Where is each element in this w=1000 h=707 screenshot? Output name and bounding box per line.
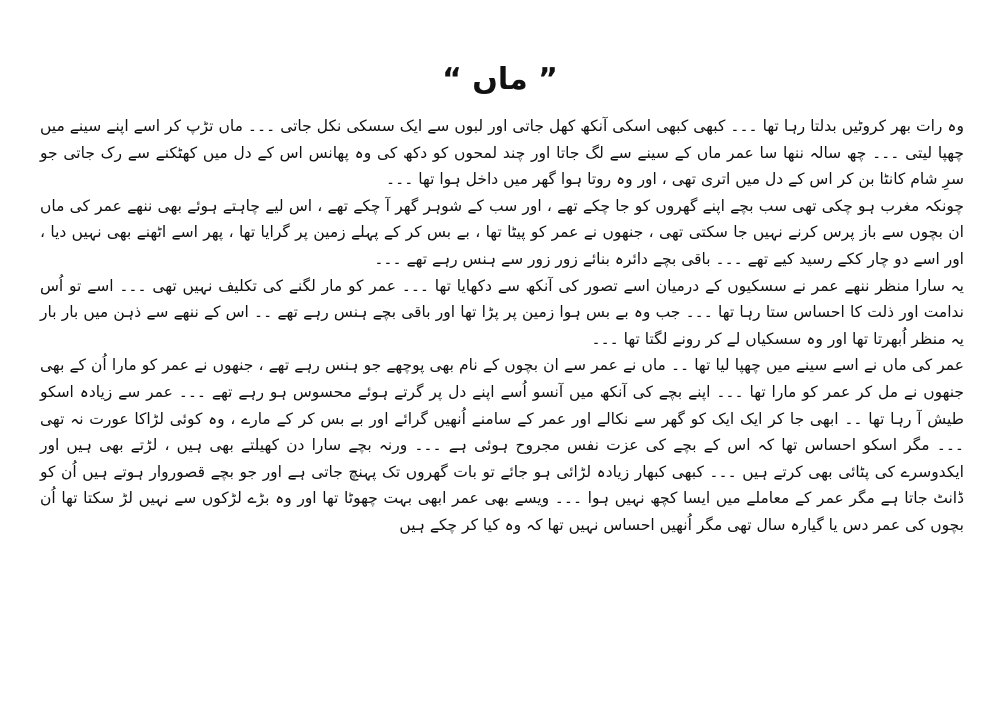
paragraph: یہ سارا منظر ننھے عمر نے سسکیوں کے درمیان اسے تصور کی آنکھ سے دکھایا تھا ۔۔۔ عمر کو مار لگنے کی تکلیف نہیں تھی ۔۔۔ اسے تو اُس ندامت اور ذلت کا احساس ستا رہا تھا ۔۔۔ جب وہ بے بس ہوا زمین پر پڑا تھا اور باقی بچے ہنس رہے تھے ۔۔ اس کے ننھے سے ذہن میں بار بار یہ منظر اُبھرتا تھا اور وہ سسکیاں لے کر رونے لگتا تھا ۔۔۔ xyxy=(40,276,964,348)
document-title: ” ماں “ xyxy=(442,62,558,97)
paragraph: وہ رات بھر کروٹیں بدلتا رہا تھا ۔۔۔ کبھی کبھی اسکی آنکھ کھل جاتی اور لبوں سے ایک سسکی نکل جاتی ۔۔۔ ماں تڑپ کر اسے اپنے سینے میں چھپا لیتی ۔۔۔ چھ سالہ ننھا سا عمر ماں کے سینے سے لگ جاتا اور چند لمحوں کو دکھ کی وہ پھانس اس کے دل میں کھٹکنے سے رک جاتی جو سرِ شام کانٹا بن کر اس کے دل میں اتری تھی ، اور وہ روتا ہوا گھر میں داخل ہوا تھا ۔۔۔ xyxy=(40,117,964,189)
document-body xyxy=(40,113,964,539)
paragraph: چونکہ مغرب ہو چکی تھی سب بچے اپنے گھروں کو جا چکے تھے ، اور سب کے شوہر گھر آ چکے تھے ، اس لیے چاہتے ہوئے بھی ننھے عمر کی ماں ان بچوں سے باز پرس کرنے نہیں جا سکتی تھی ، جنھوں نے عمر کو پیٹا تھا ، بے بس کر کے پہلے زمین پر گرایا تھا ، پھر اسے اٹھنے بھی نہیں دیا ، اور اسے دو چار ککے رسید کیے تھے ۔۔۔ باقی بچے دائرہ بنائے زور زور سے ہنس رہے تھے ۔۔۔ xyxy=(40,196,964,268)
paragraph: عمر کی ماں نے اسے سینے میں چھپا لیا تھا ۔۔ ماں نے عمر سے ان بچوں کے نام بھی پوچھے جو ہنس رہے تھے ، جنھوں نے عمر کو مارا اُن کے بھی جنھوں نے مل کر عمر کو مارا تھا ۔۔۔ اپنے بچے کی آنکھ میں آنسو اُسے اپنے دل پر گرتے ہوئے محسوس ہو رہے تھے ۔۔۔ عمر سے زیادہ اسکو طیش آ رہا تھا ۔۔ ابھی جا کر ایک ایک کو گھر سے نکالے اور عمر کے سامنے اُنھیں گرائے اور بے بس کر کے مارے ، وہ کوئی لڑاکا عورت نہ تھی ۔۔۔ مگر اسکو احساس تھا کہ اس کے بچے کی عزت نفس مجروح ہوئی ہے ۔۔۔ ورنہ بچے سارا دن کھیلتے بھی ہیں ، لڑتے بھی ہیں اور ایکدوسرے کی پٹائی بھی کرتے ہیں ۔۔۔ کبھی کبھار زیادہ لڑائی ہو جائے تو بات گھروں تک پہنچ جاتی ہے اور جو بچے قصوروار ہوتے ہیں اُن کو ڈانٹ جاتا ہے مگر عمر کے معاملے میں ایسا کچھ نہیں ہوا ۔۔۔ ویسے بھی عمر ابھی بہت چھوٹا تھا اور وہ بڑے لڑکوں سے نہیں لڑ سکتا تھا اُن بچوں کی عمر دس یا گیارہ سال تھی مگر اُنھیں احساس نہیں تھا کہ وہ کیا کر چکے ہیں xyxy=(40,356,964,534)
